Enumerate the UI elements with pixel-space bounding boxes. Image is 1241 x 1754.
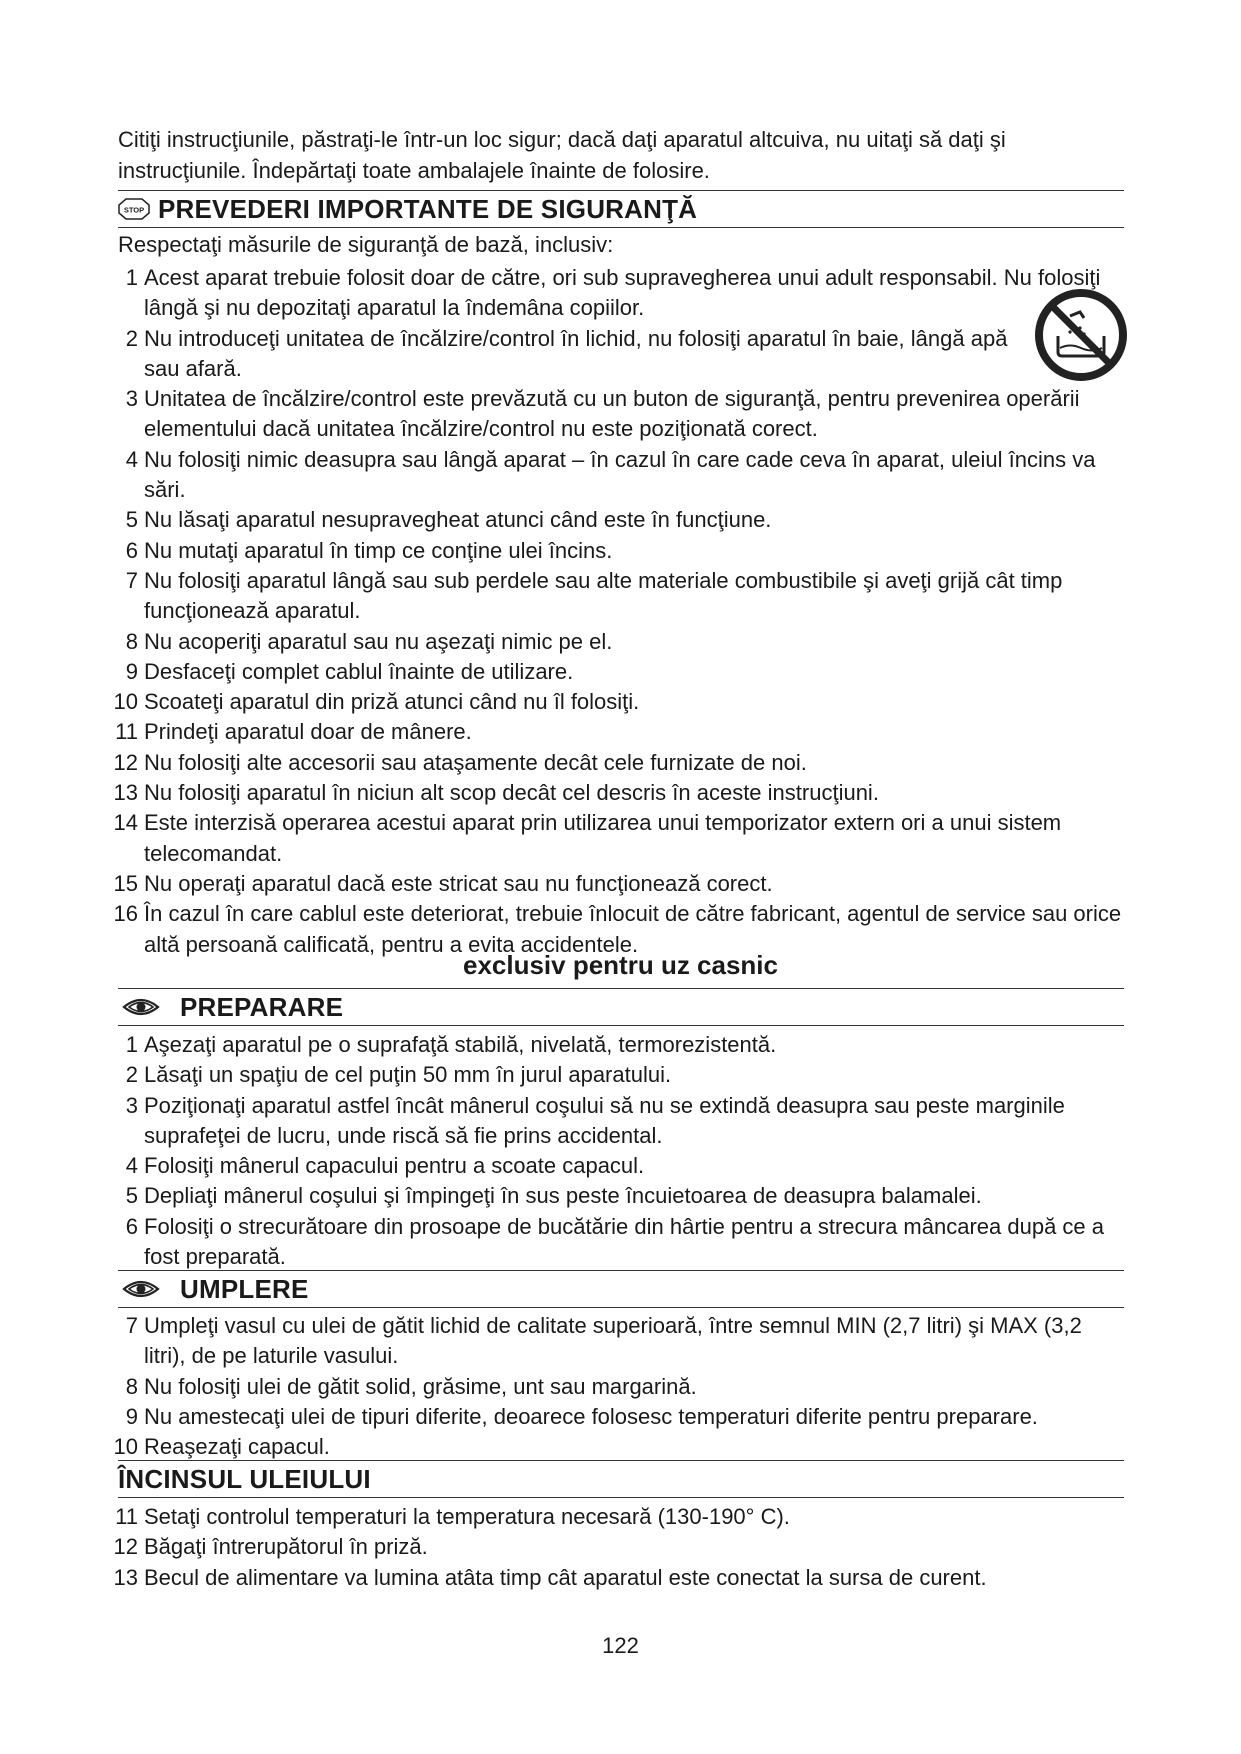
list-item [0, 536, 1241, 566]
item-text: Nu folosiţi aparatul în niciun alt scop decât cel descris în aceste instrucţiuni. [144, 780, 879, 806]
list-item [0, 808, 1241, 869]
heating-heading [118, 1460, 1124, 1498]
item-number: 4 [125, 446, 138, 472]
list-item [0, 627, 1241, 657]
stop-icon [118, 198, 150, 220]
list-item [0, 1151, 1241, 1181]
item-text: Nu operaţi aparatul dacă este stricat sau nu funcţionează corect. [144, 870, 773, 896]
preparation-heading [118, 988, 1124, 1026]
item-number: 16 [113, 901, 138, 927]
item-text: Nu mutaţi aparatul în timp ce conţine ulei încins. [144, 537, 613, 563]
item-text: Nu acoperiţi aparatul sau nu aşezaţi nimic pe el. [144, 628, 613, 654]
list-item [0, 505, 1241, 535]
filling-heading-title: UMPLERE [180, 1273, 309, 1304]
safety-title: PREVEDERI IMPORTANTE DE SIGURANŢĂ [158, 193, 698, 224]
item-number: 11 [115, 719, 138, 745]
item-text: Scoateţi aparatul din priză atunci când nu îl folosiţi. [144, 689, 640, 715]
list-item [0, 1181, 1241, 1211]
heating-list [0, 1502, 1241, 1593]
item-number: 9 [125, 658, 138, 684]
list-item [0, 1563, 1241, 1593]
filling-list [0, 1311, 1241, 1462]
eye-icon [118, 1277, 172, 1301]
item-text: Becul de alimentare va lumina atâta timp cât aparatul este conectat la sursa de curent. [144, 1564, 987, 1590]
heating-heading-title: ÎNCINSUL ULEIULUI [118, 1463, 371, 1494]
item-text: Reaşezaţi capacul. [144, 1434, 330, 1460]
list-item [0, 1091, 1241, 1152]
item-text: Umpleţi vasul cu ulei de gătit lichid de calitate superioară, între semnul MIN (2,7 litri) şi MAX (3,2 litri), de pe laturile vasului. [144, 1313, 1082, 1369]
item-number: 3 [125, 1092, 138, 1118]
item-text: Lăsaţi un spaţiu de cel puţin 50 mm în jurul aparatului. [144, 1062, 672, 1088]
item-text: Nu folosiţi ulei de gătit solid, grăsime, unt sau margarină. [144, 1373, 697, 1399]
item-number: 4 [125, 1153, 138, 1179]
item-number: 2 [125, 1062, 138, 1088]
item-text: Este interzisă operarea acestui aparat prin utilizarea unui temporizator extern ori a unui sistem telecomandat. [144, 810, 1062, 866]
item-number: 6 [125, 1213, 138, 1239]
item-text: Poziţionaţi aparatul astfel încât mânerul coşului să nu se extindă deasupra sau peste marginile suprafeţei de lucru, unde riscă să fie prins accidental. [144, 1092, 1065, 1148]
safety-lead: Respectaţi măsurile de siguranţă de bază, inclusiv: [118, 232, 614, 257]
item-number: 12 [113, 1534, 138, 1560]
item-text: Desfaceţi complet cablul înainte de utilizare. [144, 658, 574, 684]
item-number: 12 [113, 749, 138, 775]
safety-list [0, 263, 1241, 960]
item-text: Aşezaţi aparatul pe o suprafaţă stabilă, nivelată, termorezistentă. [144, 1032, 777, 1057]
list-item [0, 384, 1241, 445]
item-number: 14 [113, 810, 138, 836]
intro-paragraph: Citiţi instrucţiunile, păstraţi-le într-un loc sigur; dacă daţi aparatul altcuiva, nu uitaţi să daţi şi instrucţiunile. Îndepărtaţi toate ambalajele înainte de folosire. [118, 127, 1006, 183]
item-number: 8 [125, 1373, 138, 1399]
item-text: Unitatea de încălzire/control este prevăzută cu un buton de siguranţă, pentru prevenirea operării elementului dacă unitatea încălzire/control nu este poziţionată corect. [144, 386, 1080, 442]
item-text: Nu introduceţi unitatea de încălzire/control în lichid, nu folosiţi aparatul în baie, lângă apă sau afară. [144, 325, 1008, 381]
item-number: 5 [125, 507, 138, 533]
item-number: 11 [115, 1504, 138, 1529]
list-item [0, 717, 1241, 747]
eye-icon [118, 995, 172, 1019]
item-text: În cazul în care cablul este deteriorat, trebuie înlocuit de către fabricant, agentul de service sau orice altă persoană calificată, pentru a evita accidentele. [144, 901, 1122, 957]
list-item [0, 566, 1241, 627]
item-number: 1 [125, 1032, 138, 1057]
item-text: Folosiţi o strecurătoare din prosoape de bucătărie din hârtie pentru a strecura mâncarea după ce a fost preparată. [144, 1213, 1105, 1270]
item-number: 9 [125, 1403, 138, 1429]
item-text: Acest aparat trebuie folosit doar de către, ori sub supravegherea unui adult responsabil. Nu folosiţi lângă şi nu depozitaţi aparatul la îndemâna copiilor. [144, 265, 1101, 321]
page-number: 122 [602, 1633, 639, 1658]
item-number: 10 [113, 689, 138, 715]
item-number: 7 [125, 567, 138, 593]
list-item [0, 657, 1241, 687]
item-number: 6 [125, 537, 138, 563]
list-item [0, 445, 1241, 506]
item-text: Băgaţi întrerupătorul în priză. [144, 1534, 428, 1560]
preparation-heading-title: PREPARARE [180, 991, 344, 1022]
list-item [0, 1311, 1241, 1372]
item-text: Folosiţi mânerul capacului pentru a scoate capacul. [144, 1153, 645, 1179]
list-item [0, 1402, 1241, 1432]
item-number: 13 [113, 780, 138, 806]
item-number: 5 [125, 1183, 138, 1209]
item-number: 7 [125, 1313, 138, 1338]
list-item [0, 869, 1241, 899]
safety-heading [118, 190, 1124, 228]
item-number: 1 [125, 265, 138, 290]
list-item [0, 1372, 1241, 1402]
list-item [0, 324, 1241, 385]
item-text: Nu folosiţi alte accesorii sau ataşamente decât cele furnizate de noi. [144, 749, 807, 775]
item-text: Prindeţi aparatul doar de mânere. [144, 719, 472, 745]
item-text: Depliaţi mânerul coşului şi împingeţi în sus peste încuietoarea de deasupra balamalei. [144, 1183, 982, 1209]
item-number: 15 [113, 870, 138, 896]
filling-heading [118, 1270, 1124, 1308]
item-number: 3 [125, 386, 138, 412]
list-item [0, 1212, 1241, 1273]
item-text: Setaţi controlul temperaturi la temperatura necesară (130-190° C). [144, 1504, 790, 1529]
list-item [0, 263, 1241, 324]
preparation-list [0, 1030, 1241, 1272]
stop-icon-text: STOP [123, 205, 145, 215]
list-item [0, 1432, 1241, 1462]
item-number: 8 [125, 628, 138, 654]
item-number: 10 [113, 1434, 138, 1460]
list-item [0, 1532, 1241, 1562]
list-item [0, 778, 1241, 808]
list-item [0, 1030, 1241, 1060]
item-text: Nu folosiţi nimic deasupra sau lângă aparat – în cazul în care cade ceva în aparat, uleiul încins va sări. [144, 446, 1096, 503]
item-text: Nu amestecaţi ulei de tipuri diferite, deoarece folosesc temperaturi diferite pentru preparare. [144, 1403, 1038, 1429]
item-number: 13 [113, 1564, 138, 1590]
list-item [0, 687, 1241, 717]
list-item [0, 748, 1241, 778]
item-text: Nu folosiţi aparatul lângă sau sub perdele sau alte materiale combustibile şi aveţi grijă cât timp funcţionează aparatul. [144, 567, 1063, 624]
household-note: exclusiv pentru uz casnic [462, 950, 778, 980]
list-item [0, 1060, 1241, 1090]
item-number: 2 [125, 325, 138, 351]
item-text: Nu lăsaţi aparatul nesupravegheat atunci când este în funcţiune. [144, 507, 772, 533]
list-item [0, 1502, 1241, 1532]
